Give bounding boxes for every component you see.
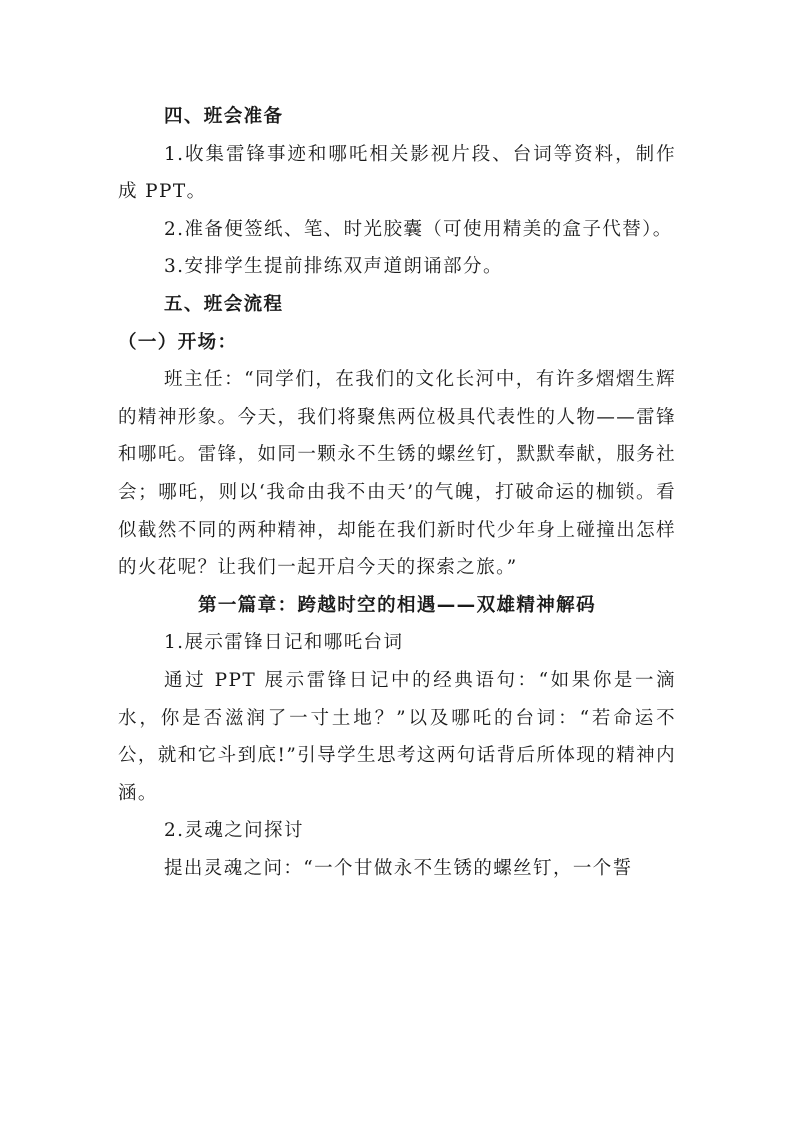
chapter-1-item-2-title: 2.灵魂之问探讨 <box>164 820 304 842</box>
section-4-item-2: 2.准备便签纸、笔、时光胶囊（可使用精美的盒子代替）。 <box>164 218 673 240</box>
section-5-heading: 五、班会流程 <box>164 293 284 315</box>
chapter-1-title: 第一篇章：跨越时空的相遇——双雄精神解码 <box>197 594 596 616</box>
section-4-item-3: 3.安排学生提前排练双声道朗诵部分。 <box>164 256 503 278</box>
chapter-1-item-1-body: 通过 PPT 展示雷锋日记中的经典语句：“如果你是一滴水，你是否滋润了一寸土地？”以及哪吒的台词：“若命运不公，就和它斗到底!”引导学生思考这两句话背后所体现的精神内涵。 <box>118 669 676 804</box>
document-body <box>118 98 676 887</box>
opening-speech: 班主任：“同学们，在我们的文化长河中，有许多熠熠生辉的精神形象。今天，我们将聚焦两位极具代表性的人物——雷锋和哪吒。雷锋，如同一颗永不生锈的螺丝钉，默默奉献，服务社会；哪吒，则以‘我命由我不由天’的气魄，打破命运的枷锁。看似截然不同的两种精神，却能在我们新时代少年身上碰撞出怎样的火花呢？让我们一起开启今天的探索之旅。” <box>118 369 676 579</box>
section-4-heading: 四、班会准备 <box>164 106 284 127</box>
section-4-item-1: 1.收集雷锋事迹和哪吒相关影视片段、台词等资料，制作成 PPT。 <box>118 143 676 203</box>
chapter-1-item-1-title: 1.展示雷锋日记和哪吒台词 <box>164 632 404 654</box>
chapter-1-item-2-body: 提出灵魂之问：“一个甘做永不生锈的螺丝钉，一个誓 <box>164 857 633 879</box>
section-5-subheading: （一）开场： <box>118 331 238 353</box>
